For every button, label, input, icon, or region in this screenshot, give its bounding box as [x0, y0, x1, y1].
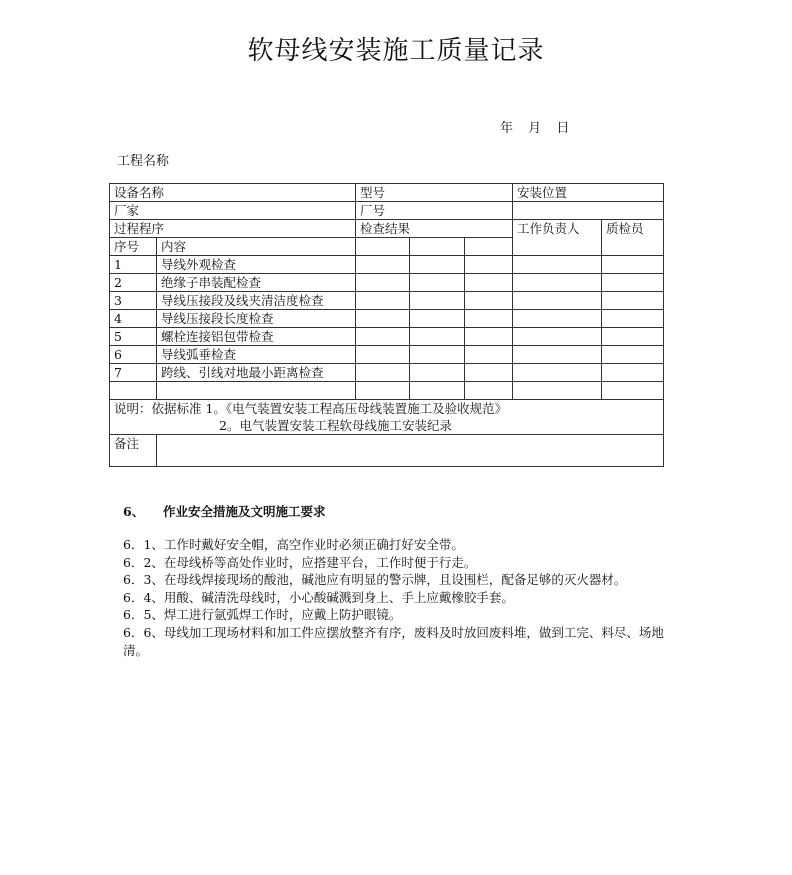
row-content: 导线压接段及线夹清洁度检查: [157, 292, 356, 310]
row-no: 4: [110, 310, 157, 328]
device-name-label: 设备名称: [110, 184, 356, 202]
install-location-value: [513, 202, 664, 220]
model-label: 型号: [356, 184, 513, 202]
row-no: 3: [110, 292, 157, 310]
requirement-item: 6．5、焊工进行氩弧焊工作时，应戴上防护眼镜。: [123, 607, 402, 623]
table-row: [110, 400, 664, 435]
process-label: 过程程序: [110, 220, 356, 238]
requirement-item: 6．3、在母线焊接现场的酸池，碱池应有明显的警示牌，且设围栏，配备足够的灭火器材。: [123, 572, 627, 588]
table-row: [110, 328, 664, 346]
date-day: 日: [556, 121, 570, 136]
section-number: 6、: [123, 504, 145, 519]
row-content: 导线压接段长度检查: [157, 310, 356, 328]
notes-cell: [110, 400, 664, 435]
row-content: 螺栓连接铝包带检查: [157, 328, 356, 346]
row-no: 2: [110, 274, 157, 292]
factory-no-label: 厂号: [356, 202, 513, 220]
table-row: [110, 382, 664, 400]
table-row: [110, 364, 664, 382]
row-no: 1: [110, 256, 157, 274]
requirement-item: 6．6、母线加工现场材料和加工件应摆放整齐有序，废料及时放回废料堆，做到工完、料尽、场地清。: [123, 624, 664, 658]
requirement-item: 6．4、用酸、碱清洗母线时，小心酸碱溅到身上、手上应戴橡胶手套。: [123, 589, 514, 605]
date-month: 月: [528, 121, 542, 136]
row-content: 跨线、引线对地最小距离检查: [157, 364, 356, 382]
install-location-label: 安装位置: [513, 184, 664, 202]
table-row: [110, 220, 664, 238]
requirement-item: 6．1、工作时戴好安全帽，高空作业时必须正确打好安全带。: [123, 537, 464, 552]
date-year: 年: [500, 121, 514, 136]
manufacturer-label: 厂家: [110, 202, 356, 220]
section-heading: [123, 502, 326, 520]
date-line: [500, 117, 580, 136]
notes-line-2: 2。电气装置安装工程软母线施工安装纪录: [219, 418, 452, 433]
requirements-list: [123, 536, 668, 659]
section-title: 作业安全措施及文明施工要求: [163, 504, 326, 519]
col-content-header: 内容: [157, 238, 356, 256]
quality-record-table: [109, 183, 664, 467]
table-row: [110, 292, 664, 310]
page-title: 软母线安装施工质量记录: [247, 36, 545, 66]
project-name-label: 工程名称: [117, 154, 170, 169]
inspection-result-label: 检查结果: [356, 220, 513, 238]
table-row: [110, 435, 664, 467]
remark-label: 备注: [110, 435, 157, 467]
row-content: 绝缘子串装配检查: [157, 274, 356, 292]
row-no: 6: [110, 346, 157, 364]
requirement-item: 6．2、在母线桥等高处作业时，应搭建平台，工作时便于行走。: [123, 554, 477, 570]
remark-value: [157, 435, 664, 467]
table-row: [110, 256, 664, 274]
table-row: [110, 184, 664, 202]
table-row: [110, 310, 664, 328]
row-content: 导线外观检查: [157, 256, 356, 274]
table-row: [110, 274, 664, 292]
row-no: 7: [110, 364, 157, 382]
quality-inspector-label: 质检员: [602, 220, 664, 256]
table-row: [110, 346, 664, 364]
col-no-header: 序号: [110, 238, 157, 256]
row-no: 5: [110, 328, 157, 346]
person-in-charge-label: 工作负责人: [513, 220, 602, 256]
row-content: 导线弧垂检查: [157, 346, 356, 364]
table-row: [110, 202, 664, 220]
notes-line-1: 说明：依据标准 1。《电气装置安装工程高压母线装置施工及验收规范》: [114, 401, 508, 416]
